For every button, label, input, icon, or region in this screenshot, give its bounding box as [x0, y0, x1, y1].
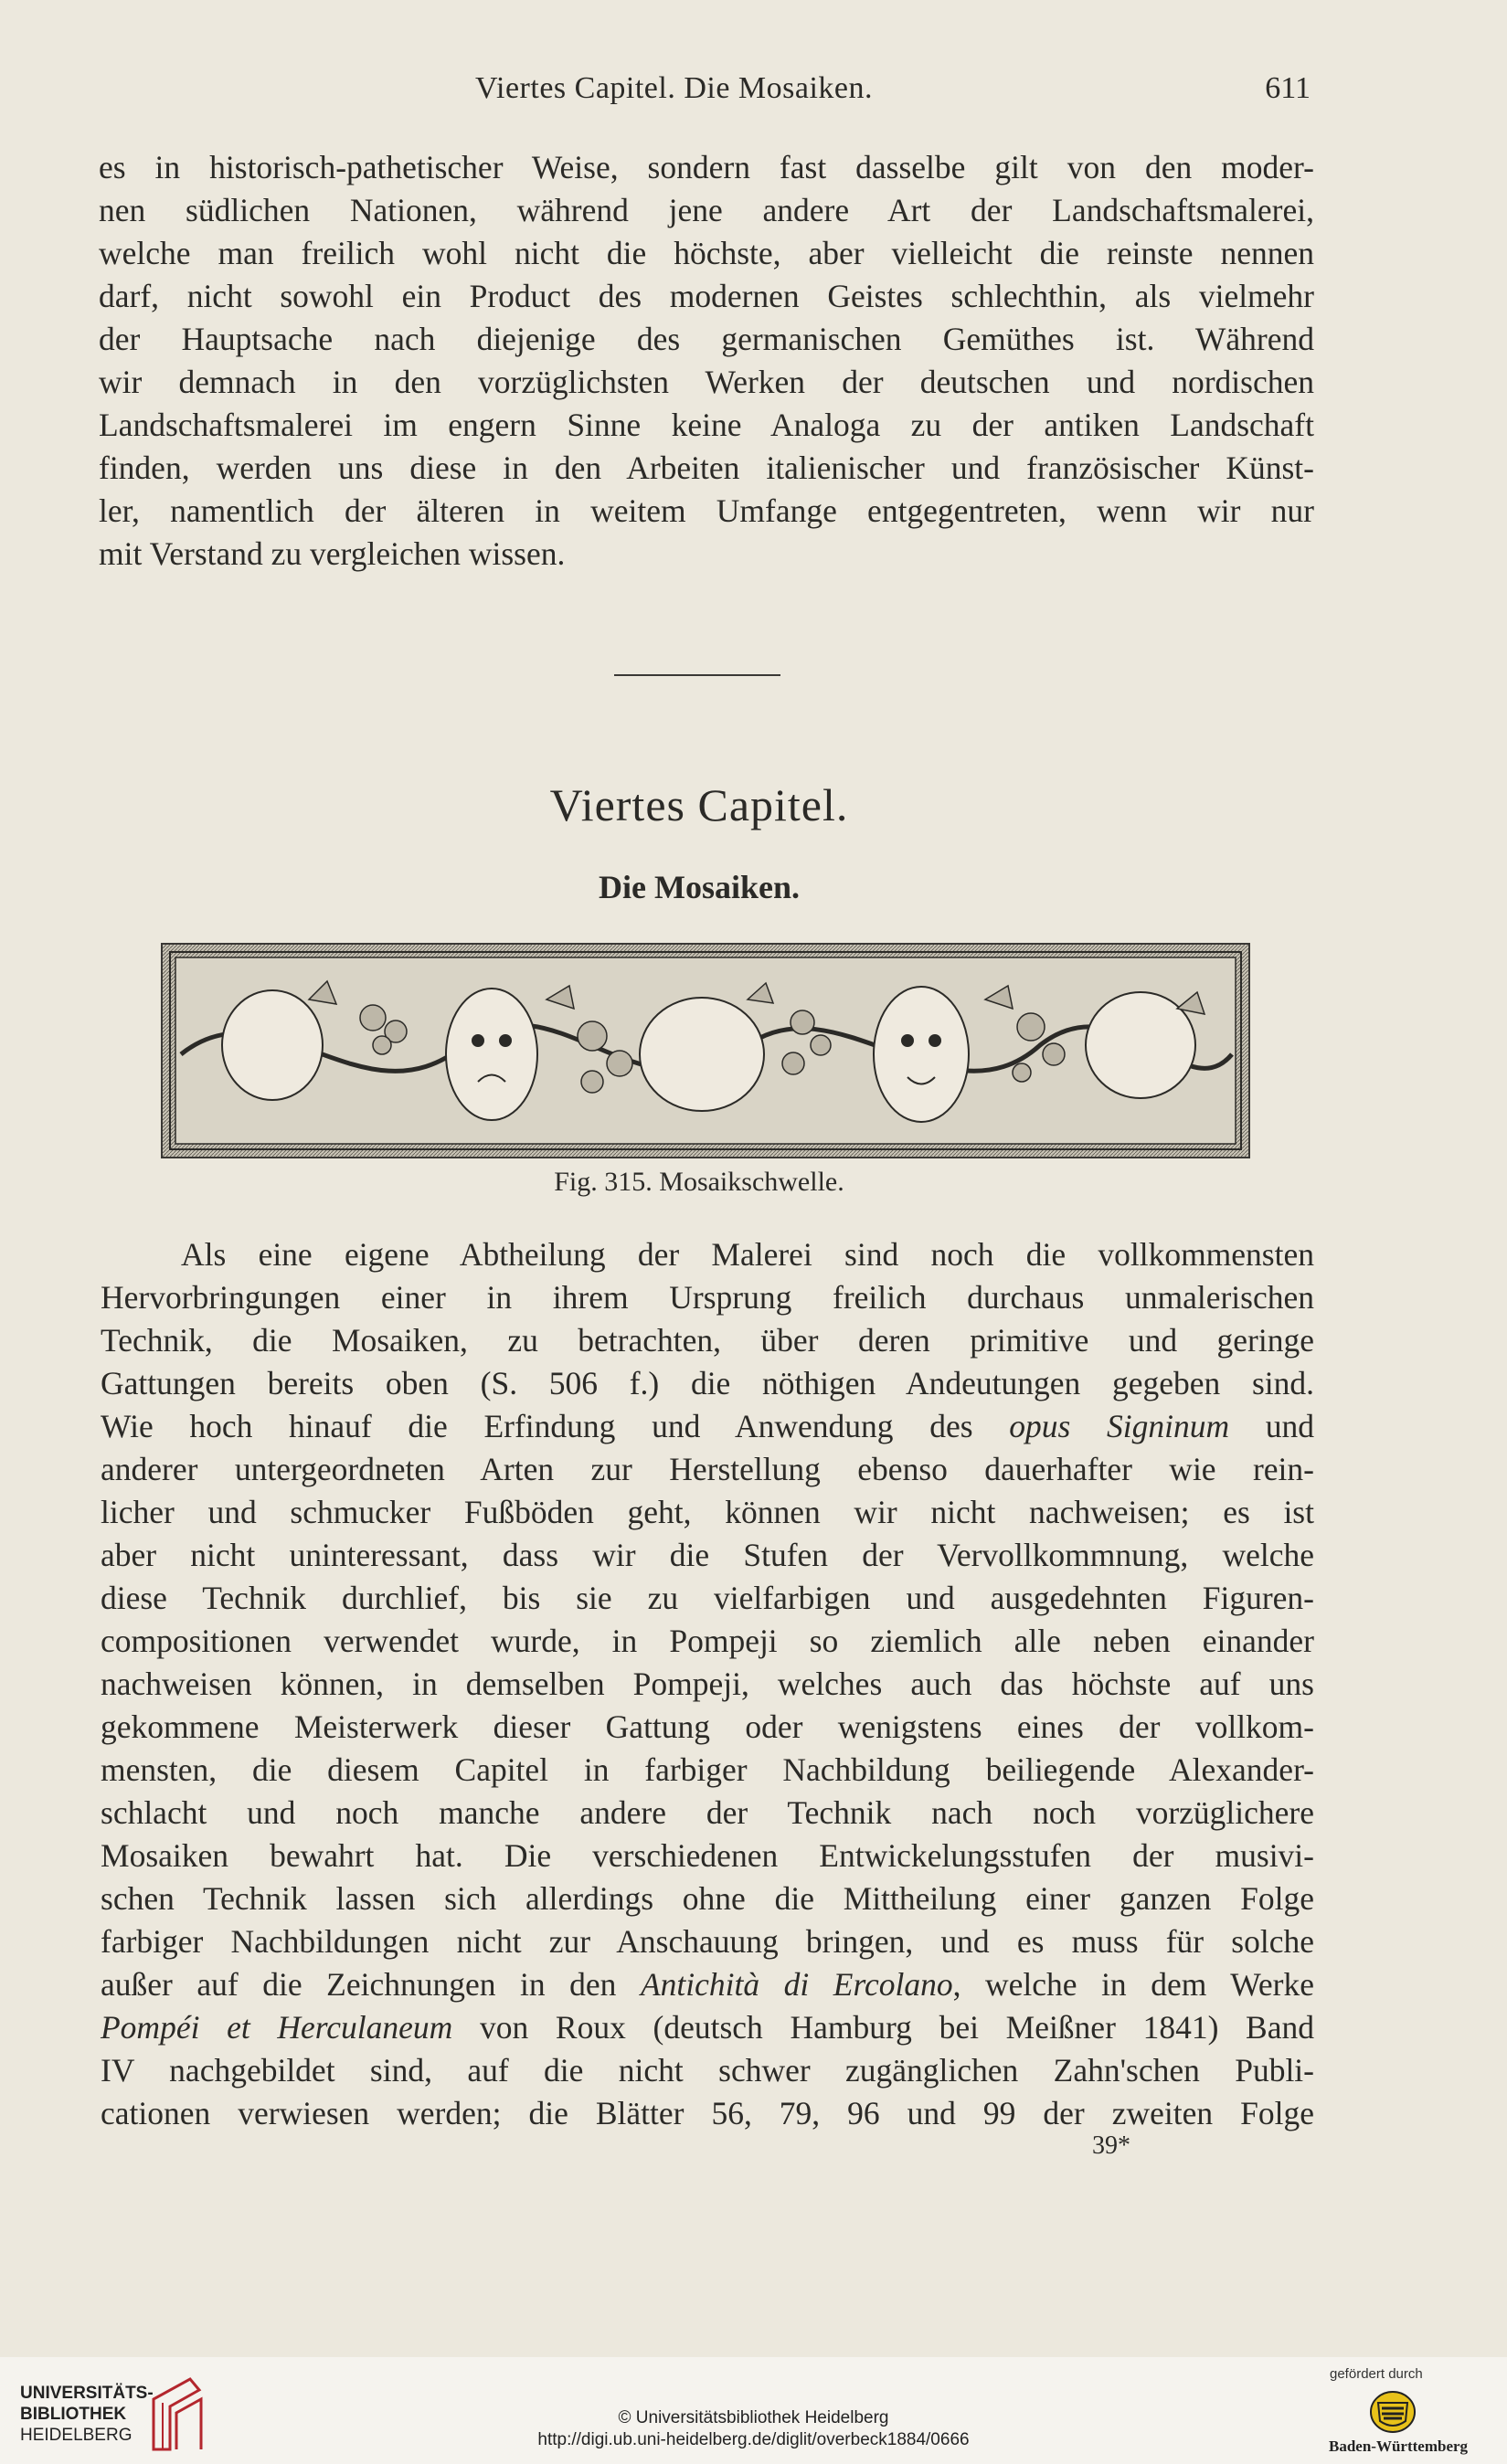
text-line: Gattungen bereits oben (S. 506 f.) die nöthigen Andeutungen gegeben sind. — [101, 1365, 1314, 1401]
text-line: der Hauptsache nach diejenige des germanischen Gemüthes ist. Während — [99, 321, 1314, 357]
text-line: Als eine eigene Abtheilung der Malerei sind noch die vollkommensten — [181, 1236, 1314, 1273]
library-name-line: HEIDELBERG — [20, 2426, 133, 2445]
sponsor-name: Baden-Württemberg — [1329, 2438, 1469, 2455]
running-title: Viertes Capitel. Die Mosaiken. — [475, 71, 874, 105]
text-line: cationen verwiesen werden; die Blätter 56, 79, 96 und 99 der zweiten Folge — [101, 2095, 1314, 2131]
sponsor-label: gefördert durch — [1330, 2366, 1423, 2382]
text-line: darf, nicht sowohl ein Product des modernen Geistes schlechthin, als vielmehr — [99, 278, 1314, 314]
digitization-footer — [0, 2357, 1507, 2464]
text-line: schen Technik lassen sich allerdings ohne die Mittheilung einer ganzen Folge — [101, 1880, 1314, 1917]
text-line: schlacht und noch manche andere der Technik nach noch vorzüglichere — [101, 1794, 1314, 1831]
italic-title: Pompéi et Herculaneum — [101, 2009, 453, 2046]
text-line: compositionen verwendet wurde, in Pompeji so ziemlich alle neben einander — [101, 1623, 1314, 1659]
mosaic-illustration — [163, 945, 1248, 1157]
chapter-subtitle: Die Mosaiken. — [599, 869, 800, 905]
text-line: wir demnach in den vorzüglichsten Werken der deutschen und nordischen — [99, 364, 1314, 400]
figure-caption: Fig. 315. Mosaikschwelle. — [554, 1167, 844, 1197]
running-head — [0, 71, 1507, 117]
text-line: Technik, die Mosaiken, zu betrachten, über deren primitive und geringe — [101, 1322, 1314, 1359]
paragraph-main — [101, 1233, 1314, 2135]
page-number: 611 — [1265, 71, 1311, 105]
italic-title: opus Signinum — [1009, 1408, 1230, 1444]
library-name-line: UNIVERSITÄTS- — [20, 2384, 154, 2403]
text-line: ler, namentlich der älteren in weitem Umfange entgegentreten, wenn wir nur — [99, 492, 1314, 529]
text-line: anderer untergeordneten Arten zur Herstellung ebenso dauerhafter wie rein- — [101, 1451, 1314, 1487]
text-line: Wie hoch hinauf die Erfindung und Anwendung des opus Signinum und — [101, 1408, 1315, 1444]
signature-mark: 39* — [1092, 2131, 1130, 2160]
text-line: farbiger Nachbildungen nicht zur Anschauung bringen, und es muss für solche — [101, 1923, 1314, 1960]
paragraph-continued — [99, 146, 1314, 576]
text-line: licher und schmucker Fußböden geht, können wir nicht nachweisen; es ist — [101, 1494, 1314, 1530]
chapter-title: Viertes Capitel. — [549, 779, 849, 830]
text-line: aber nicht uninteressant, dass wir die Stufen der Vervollkommnung, welche — [101, 1537, 1314, 1573]
baden-wuerttemberg-coat-of-arms-icon[interactable] — [1369, 2390, 1417, 2438]
text-line: Mosaiken bewahrt hat. Die verschiedenen Entwickelungsstufen der musivi- — [101, 1837, 1314, 1874]
text-line: mit Verstand zu vergleichen wissen. — [99, 535, 566, 572]
text-line: Hervorbringungen einer in ihrem Ursprung freilich durchaus unmalerischen — [101, 1279, 1314, 1316]
italic-title: Antichità di Ercolano — [640, 1966, 953, 2003]
section-divider — [614, 674, 780, 676]
text-line: es in historisch-pathetischer Weise, sondern fast dasselbe gilt von den moder- — [99, 149, 1314, 185]
text-line: nen südlichen Nationen, während jene andere Art der Landschaftsmalerei, — [99, 192, 1314, 228]
text-line: Landschaftsmalerei im engern Sinne keine Analoga zu der antiken Landschaft — [99, 407, 1314, 443]
permalink[interactable]: http://digi.ub.uni-heidelberg.de/diglit/overbeck1884/0666 — [537, 2430, 970, 2449]
text-line: nachweisen können, in demselben Pompeji, welches auch das höchste auf uns — [101, 1666, 1314, 1702]
text-line: außer auf die Zeichnungen in den Antichità di Ercolano, welche in dem Werke — [101, 1966, 1314, 2003]
text-line: gekommene Meisterwerk dieser Gattung oder wenigstens eines der vollkom- — [101, 1708, 1314, 1745]
text-line: mensten, die diesem Capitel in farbiger Nachbildung beiliegende Alexander- — [101, 1751, 1314, 1788]
text-line: welche man freilich wohl nicht die höchste, aber vielleicht die reinste nennen — [99, 235, 1314, 271]
text-line: IV nachgebildet sind, auf die nicht schwer zugänglichen Zahn'schen Publi- — [101, 2052, 1314, 2089]
copyright-notice: © Universitätsbibliothek Heidelberg — [618, 2408, 889, 2427]
mosaic-threshold-figure — [161, 943, 1250, 1158]
text-line: diese Technik durchlief, bis sie zu vielfarbigen und ausgedehnten Figuren- — [101, 1580, 1314, 1616]
text-line: Pompéi et Herculaneum von Roux (deutsch Hamburg bei Meißner 1841) Band — [101, 2009, 1314, 2046]
library-name-line: BIBLIOTHEK — [20, 2405, 127, 2424]
text-line: finden, werden uns diese in den Arbeiten italienischer und französischer Künst- — [99, 449, 1314, 486]
